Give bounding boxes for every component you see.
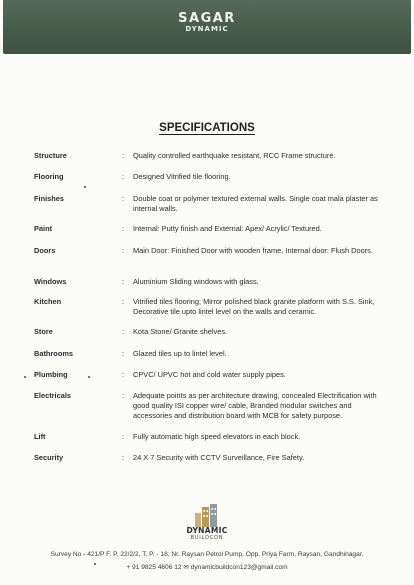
scan-speck: [88, 376, 90, 378]
brand-sub: DYNAMIC: [185, 25, 229, 33]
spec-colon: :: [122, 370, 125, 379]
spec-value: CPVC/ UPVC hot and cold water supply pipes.: [133, 370, 286, 379]
spec-label: Flooring: [34, 172, 64, 181]
spec-colon: :: [122, 297, 125, 306]
footer-logo: [177, 503, 237, 547]
scan-speck: [24, 376, 26, 378]
spec-value: 24 X 7 Security with CCTV Surveillance, Fire Safety.: [133, 453, 305, 462]
spec-colon: :: [122, 432, 125, 441]
building-icon: [192, 503, 222, 527]
footer-logo-main: DYNAMIC: [186, 526, 228, 535]
page-title-text: SPECIFICATIONS: [159, 122, 255, 134]
spec-label: Finishes: [34, 194, 64, 203]
spec-colon: :: [122, 453, 125, 462]
scan-speck: [84, 186, 86, 188]
spec-label: Security: [34, 453, 64, 462]
footer-contact: + 91 9825 4606 12 ✉ dynamicbuildcon123@gmail.com: [126, 564, 288, 571]
spec-label: Lift: [34, 432, 46, 441]
spec-value: Fully automatic high speed elevators in each block.: [133, 432, 301, 441]
spec-label: Electricals: [34, 391, 71, 400]
spec-colon: :: [122, 172, 125, 181]
spec-label: Kitchen: [34, 297, 62, 306]
spec-value: Quality controlled earthquake resistant, RCC Frame structure.: [133, 151, 336, 160]
spec-value: Main Door: Finished Door with wooden frame, Internal door: Flush Doors.: [133, 246, 373, 255]
footer-logo-sub: BUILDCON: [190, 535, 224, 541]
spec-label: Store: [34, 327, 53, 336]
spec-colon: :: [122, 391, 125, 400]
spec-label: Doors: [34, 246, 56, 255]
spec-colon: :: [122, 224, 125, 233]
spec-colon: :: [122, 277, 125, 286]
spec-label: Windows: [34, 277, 67, 286]
spec-label: Paint: [34, 224, 53, 233]
spec-value: Double coat or polymer textured external walls. Single coat mala plaster as internal walls.: [133, 194, 378, 213]
spec-value: Designed Vitrified tile flooring.: [133, 172, 231, 181]
header-banner: [3, 0, 411, 54]
page-title: [0, 122, 414, 134]
footer-address: Survey No - 421/P F. P. 22/2/2, T. P. - 18, Nr. Raysan Petrol Pump, Opp. Priya Farm, Raysan, Gandhinagar.: [50, 551, 364, 558]
spec-colon: :: [122, 151, 125, 160]
spec-label: Plumbing: [34, 370, 68, 379]
spec-colon: :: [122, 194, 125, 203]
spec-value: Glazed tiles up to lintel level.: [133, 349, 227, 358]
spec-colon: :: [122, 349, 125, 358]
spec-value: Internal: Putty finish and External: Apex/ Acrylic/ Textured.: [133, 224, 322, 233]
spec-colon: :: [122, 246, 125, 255]
spec-label: Structure: [34, 151, 67, 160]
spec-value: Aluminium Sliding windows with glass.: [133, 277, 259, 286]
spec-colon: :: [122, 327, 125, 336]
brand-logo: [3, 12, 411, 34]
spec-label: Bathrooms: [34, 349, 74, 358]
brand-name: SAGAR: [178, 11, 236, 26]
spec-value: Kota Stone/ Granite shelves.: [133, 327, 228, 336]
spec-value: Adequate points as per architecture drawing, concealed Electrification with good quality ISI copper wire/ cable, Branded modular switches and accessories and distribution board with MCB for safety purpose.: [133, 391, 377, 420]
spec-value: Vitrified tiles flooring, Mirror polished black granite platform with S.S. Sink, Decorative tile upto lintel level on the walls and ceramic.: [133, 297, 375, 316]
